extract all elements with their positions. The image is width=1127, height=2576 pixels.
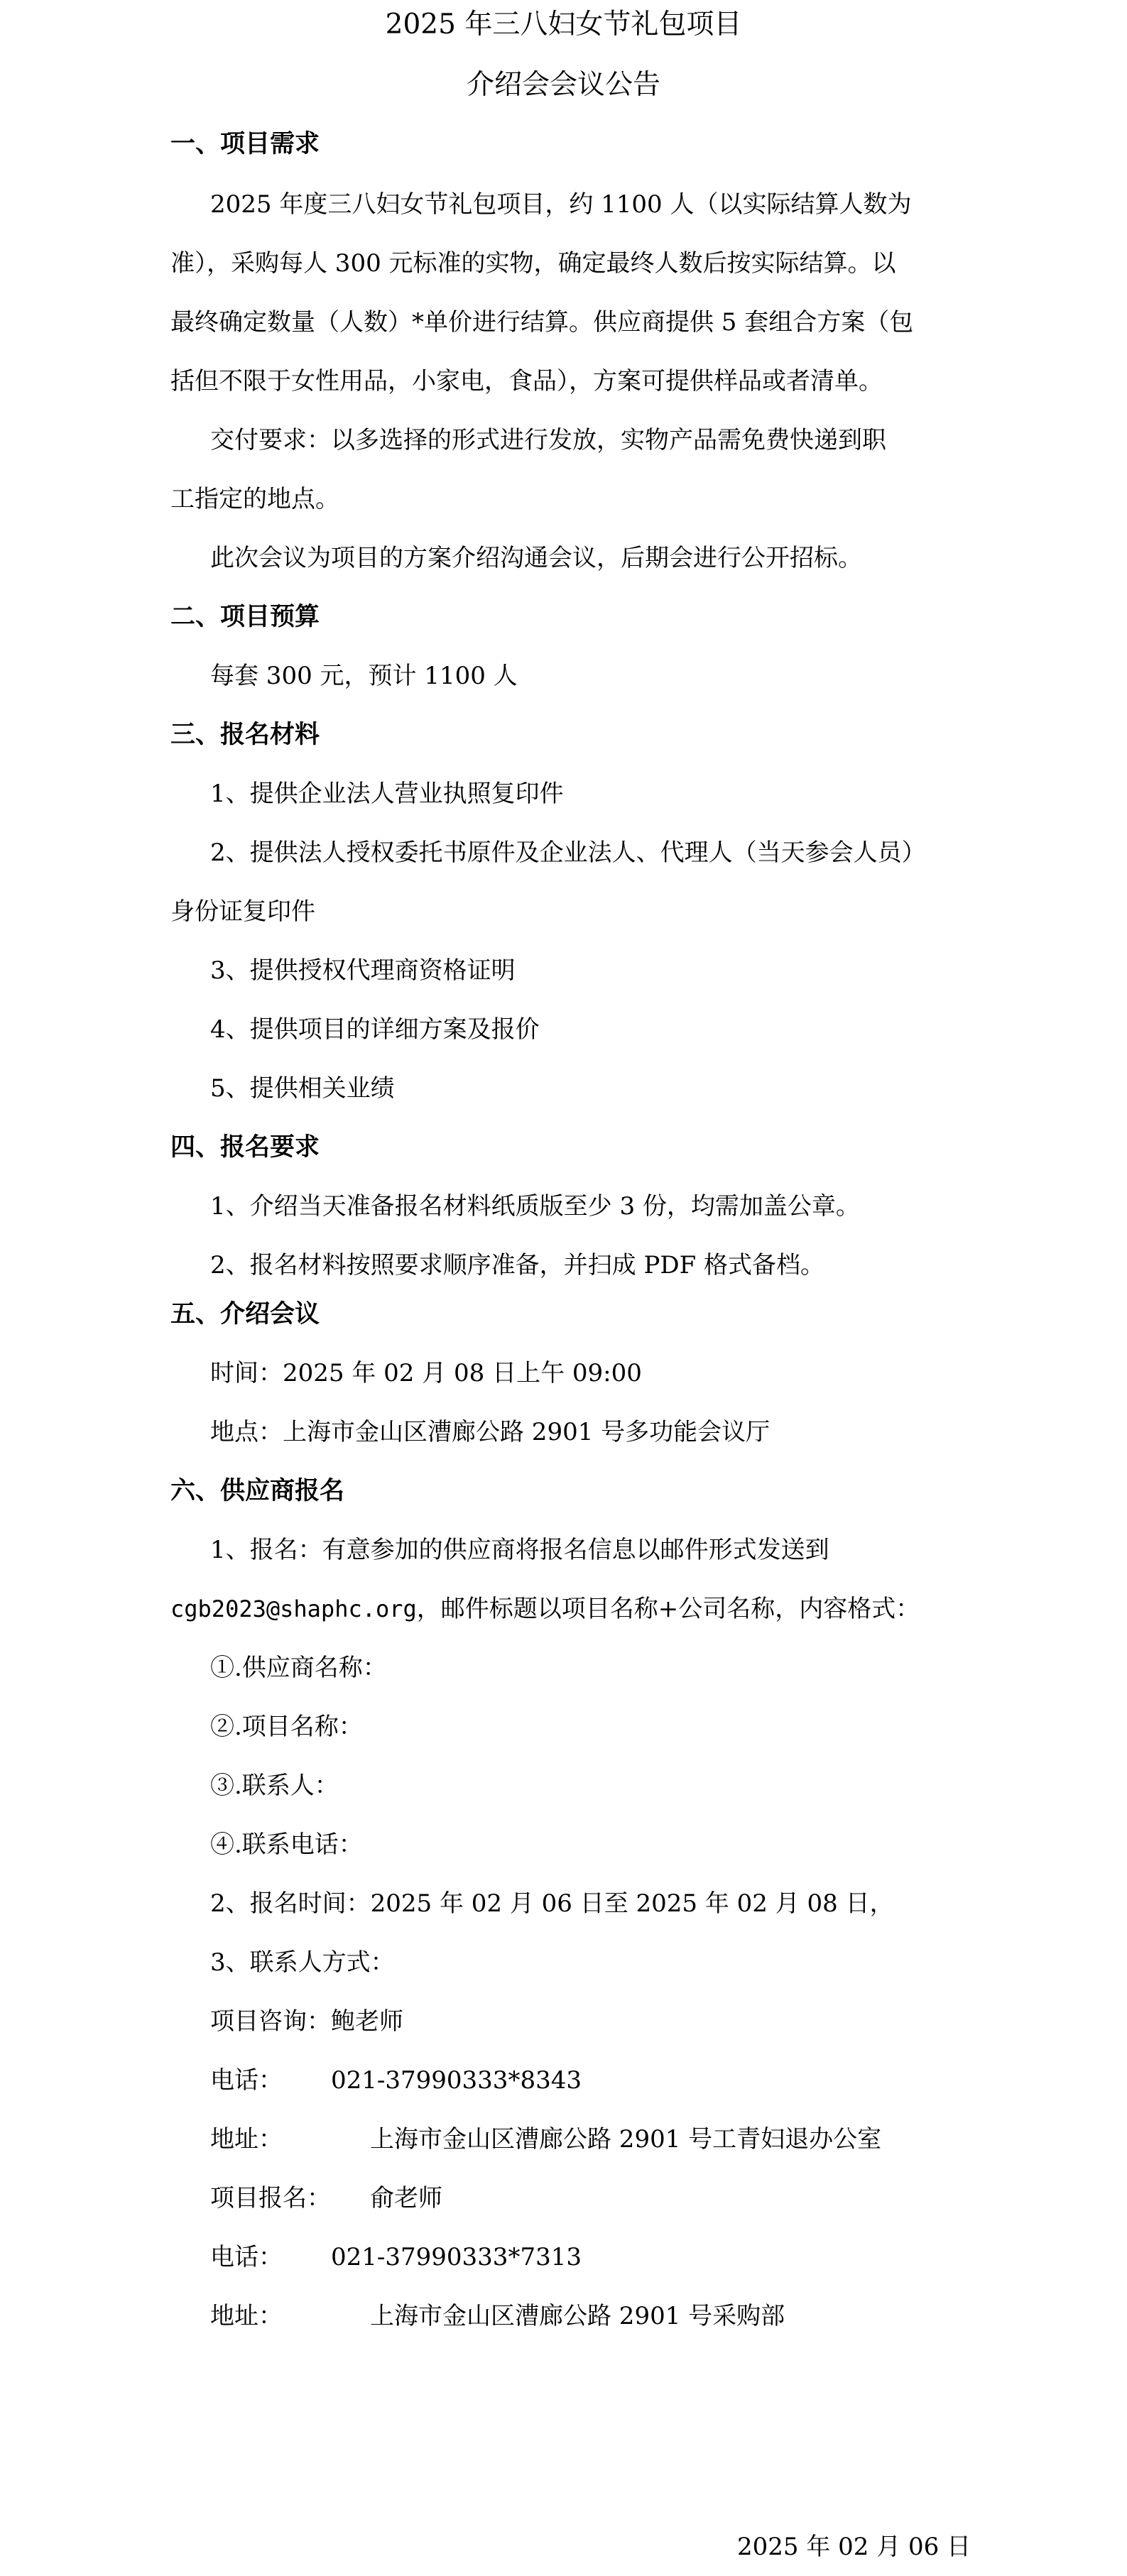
section-3-item-4: 4、提供项目的详细方案及报价 [210, 1015, 540, 1044]
consult-contact [210, 2005, 403, 2038]
consult-phone: 021-37990333*8343 [331, 2066, 582, 2095]
address-label: 地址： [210, 2125, 283, 2154]
email-format-text: ，邮件标题以项目名称+公司名称，内容格式： [416, 1595, 920, 1623]
title-line-1: 2025 年三八妇女节礼包项目 [385, 9, 742, 40]
title-line-2: 介绍会会议公告 [466, 69, 660, 101]
section-3-item-2-line-2: 身份证复印件 [170, 897, 315, 926]
section-1-heading: 一、项目需求 [170, 130, 320, 158]
section-3-heading: 三、报名材料 [170, 721, 320, 749]
section-6-item-3: 3、联系人方式： [210, 1948, 395, 1977]
meeting-place: 地点：上海市金山区漕廊公路 2901 号多功能会议厅 [210, 1418, 771, 1446]
register-phone: 021-37990333*7313 [331, 2243, 582, 2271]
consult-label: 项目咨询： [210, 2007, 331, 2036]
section-2-heading: 二、项目预算 [170, 603, 320, 631]
section-1-paragraph-3: 此次会议为项目的方案介绍沟通会议，后期会进行公开招标。 [210, 544, 862, 572]
consult-address: 上海市金山区漕廊公路 2901 号工青妇退办公室 [370, 2125, 882, 2154]
section-1-paragraph-1-line-3: 最终确定数量（人数）*单价进行结算。供应商提供 5 套组合方案（包 [170, 308, 914, 337]
register-address-row [210, 2300, 785, 2332]
field-project-name: ②.项目名称： [210, 1713, 363, 1741]
section-1-paragraph-1-line-4: 括但不限于女性用品，小家电，食品），方案可提供样品或者清单。 [170, 367, 883, 395]
section-6-heading: 六、供应商报名 [170, 1477, 345, 1505]
address-label: 地址： [210, 2302, 283, 2330]
section-2-budget: 每套 300 元，预计 1100 人 [210, 662, 518, 690]
section-6-item-1-line-1: 1、报名：有意参加的供应商将报名信息以邮件形式发送到 [210, 1536, 829, 1564]
consult-name: 鲍老师 [331, 2007, 403, 2036]
field-supplier-name: ①.供应商名称： [210, 1654, 387, 1682]
consult-phone-row [210, 2064, 582, 2097]
phone-label: 电话： [210, 2066, 283, 2095]
register-contact [210, 2182, 442, 2215]
section-4-heading: 四、报名要求 [170, 1133, 320, 1162]
section-1-paragraph-2-line-1: 交付要求：以多选择的形式进行发放，实物产品需免费快递到职 [210, 426, 886, 454]
register-label: 项目报名： [210, 2184, 331, 2212]
section-6-item-2: 2、报名时间：2025 年 02 月 06 日至 2025 年 02 月 08 日， [210, 1889, 894, 1918]
section-4-item-1: 1、介绍当天准备报名材料纸质版至少 3 份，均需加盖公章。 [210, 1192, 860, 1221]
contact-email-link[interactable]: cgb2023@shaphc.org [170, 1595, 417, 1622]
section-1-paragraph-2-line-2: 工指定的地点。 [170, 485, 339, 513]
section-5-heading: 五、介绍会议 [170, 1300, 320, 1328]
document-date: 2025 年 02 月 06 日 [737, 2533, 971, 2561]
consult-address-row [210, 2123, 881, 2156]
meeting-time: 时间：2025 年 02 月 08 日上午 09:00 [210, 1359, 642, 1387]
section-3-item-1: 1、提供企业法人营业执照复印件 [210, 780, 564, 808]
register-phone-row [210, 2241, 582, 2274]
section-3-item-2-line-1: 2、提供法人授权委托书原件及企业法人、代理人（当天参会人员） [210, 839, 926, 867]
field-contact-phone: ④.联系电话： [210, 1830, 363, 1859]
register-address: 上海市金山区漕廊公路 2901 号采购部 [370, 2302, 785, 2330]
section-3-item-5: 5、提供相关业绩 [210, 1074, 395, 1103]
register-name: 俞老师 [370, 2184, 442, 2212]
phone-label: 电话： [210, 2243, 283, 2271]
section-4-item-2: 2、报名材料按照要求顺序准备，并扫成 PDF 格式备档。 [210, 1251, 824, 1279]
section-1-paragraph-1-line-1: 2025 年度三八妇女节礼包项目，约 1100 人（以实际结算人数为 [210, 190, 912, 219]
section-1-paragraph-1-line-2: 准），采购每人 300 元标准的实物，确定最终人数后按实际结算。以 [170, 249, 896, 278]
section-6-item-1-line-2 [170, 1593, 920, 1625]
section-3-item-3: 3、提供授权代理商资格证明 [210, 956, 516, 985]
field-contact-person: ③.联系人： [210, 1772, 339, 1800]
